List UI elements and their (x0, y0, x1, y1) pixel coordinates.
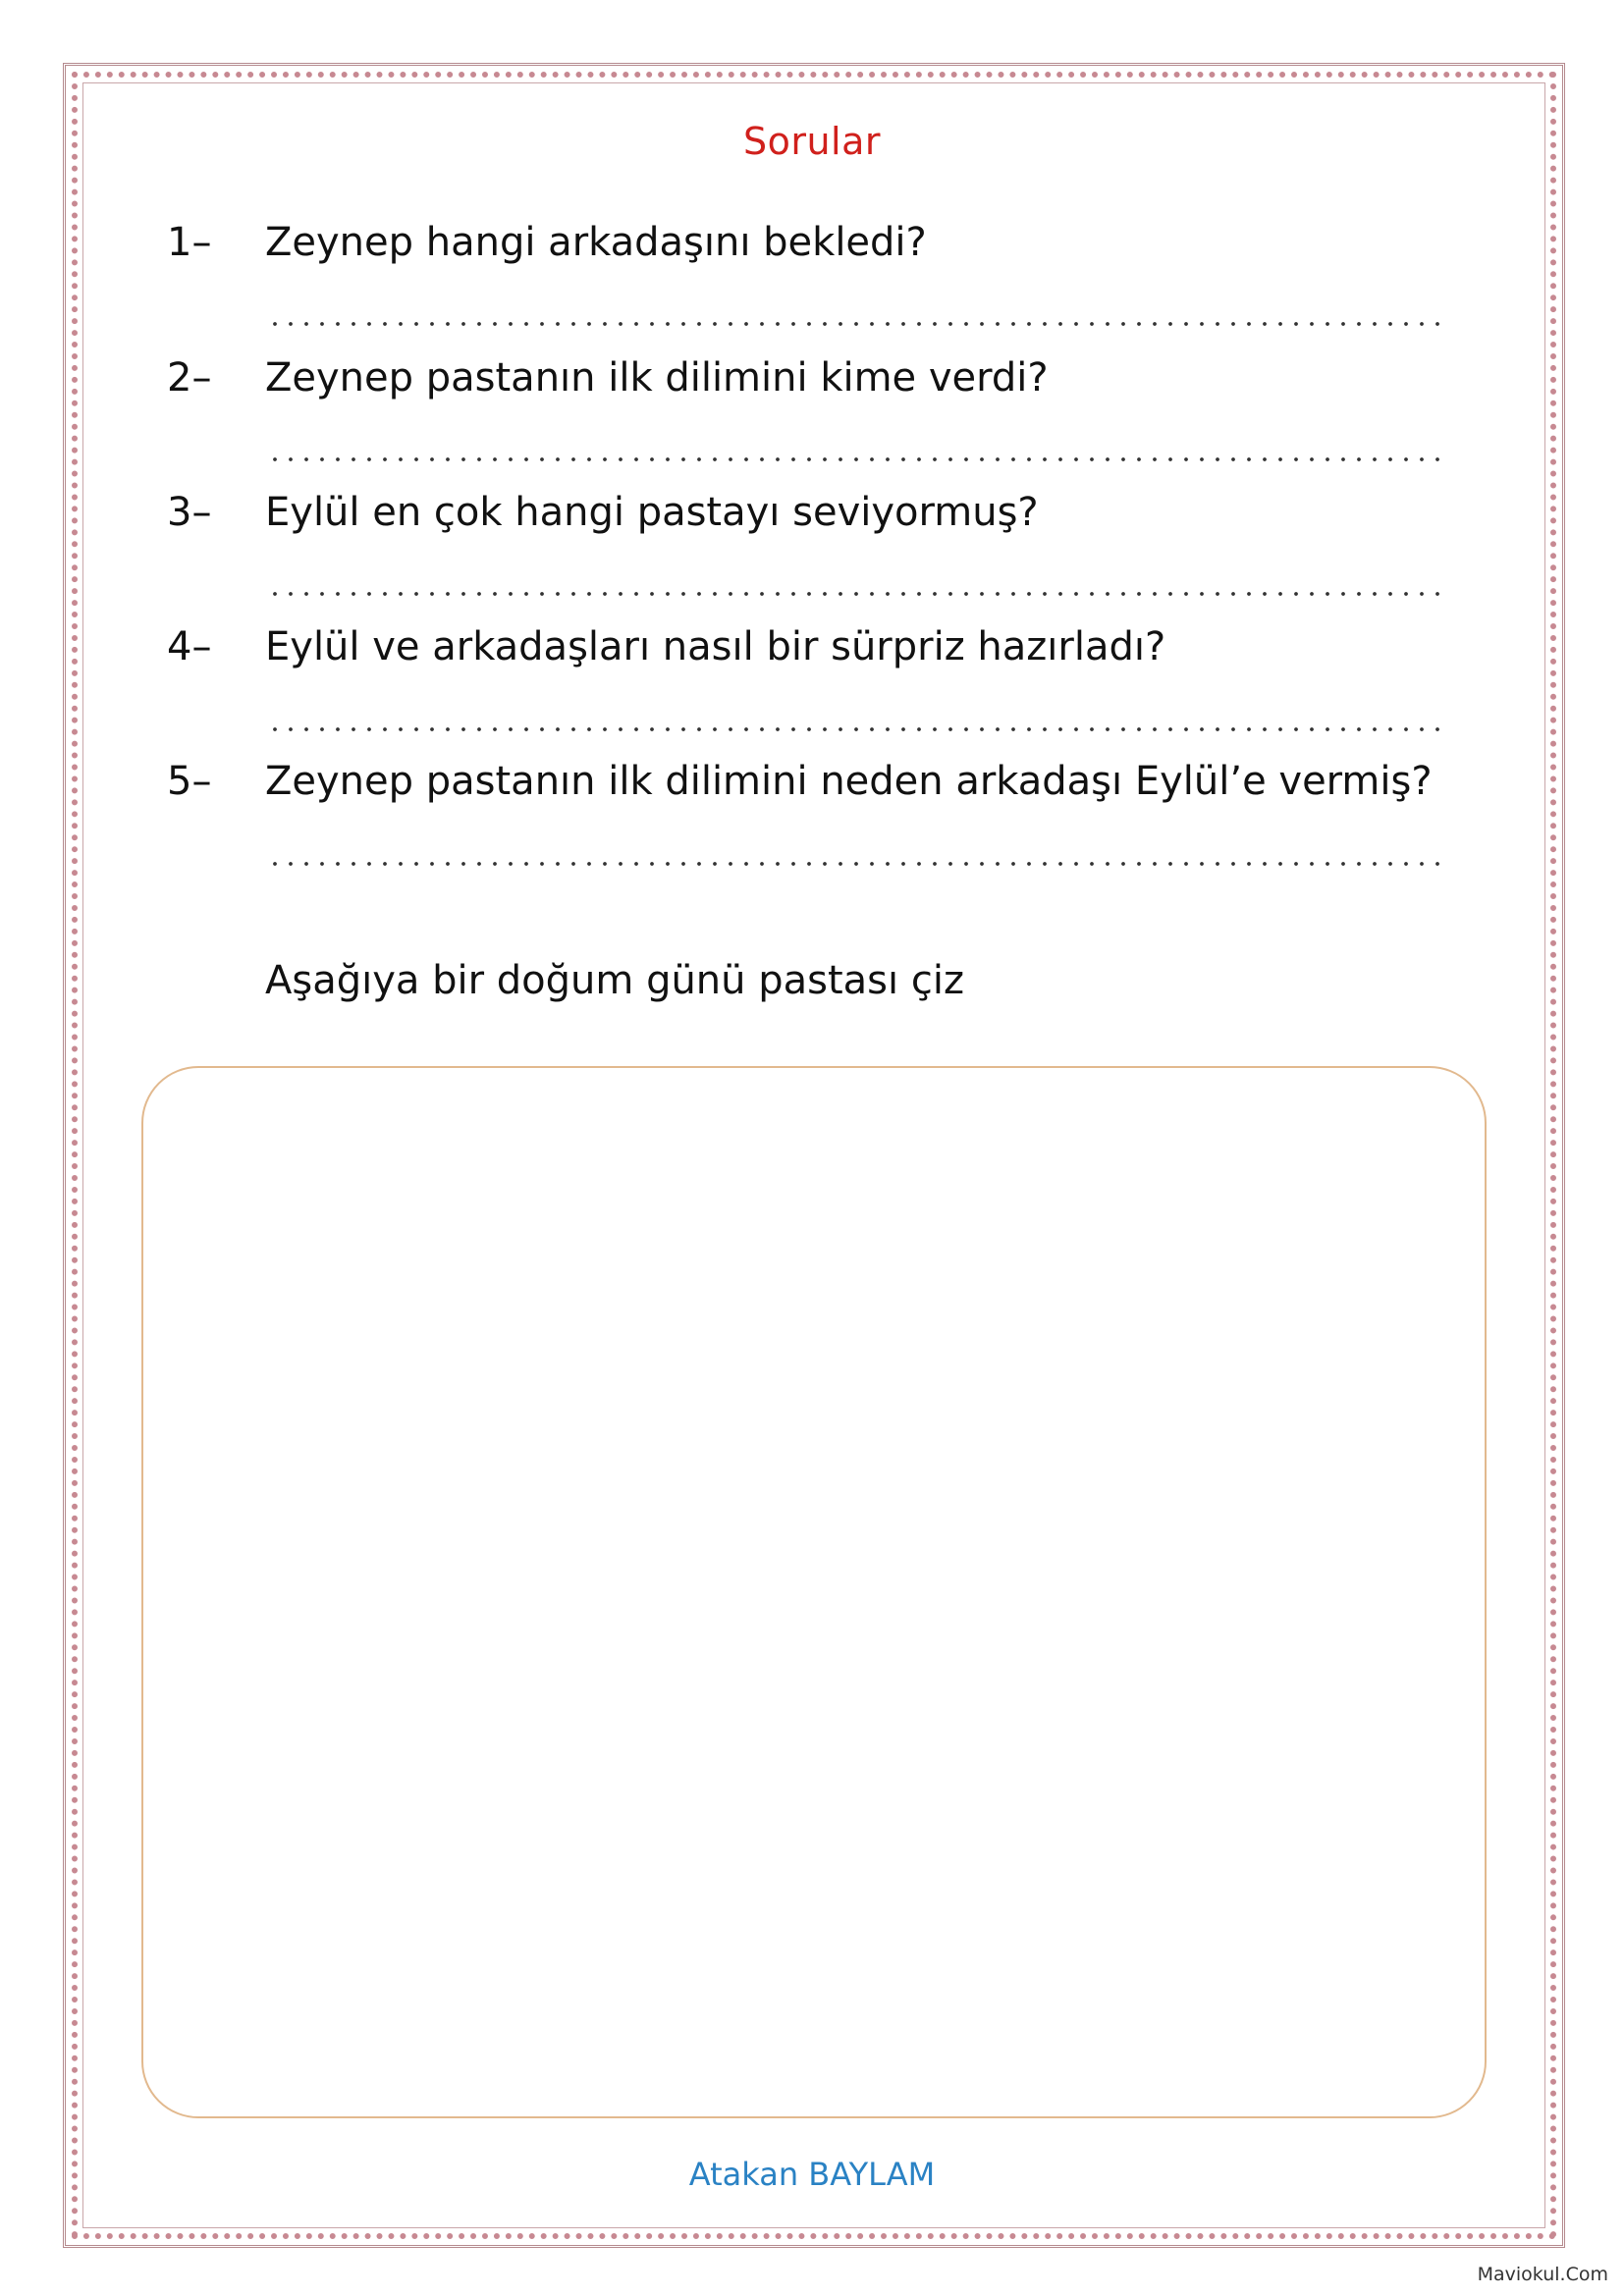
drawing-area[interactable] (141, 1066, 1487, 2118)
question-2-text: Zeynep pastanın ilk dilimini kime verdi? (265, 355, 1049, 400)
answer-line-2[interactable] (267, 456, 1445, 462)
question-1-number: 1– (167, 220, 212, 265)
answer-line-1[interactable] (267, 321, 1445, 327)
answer-line-5[interactable] (267, 861, 1445, 867)
answer-line-3[interactable] (267, 591, 1445, 597)
question-5-number: 5– (167, 759, 212, 804)
question-3-text: Eylül en çok hangi pastayı seviyormuş? (265, 490, 1039, 535)
question-5-text: Zeynep pastanın ilk dilimini neden arkadaşı Eylül’e vermiş? (265, 759, 1433, 804)
site-watermark: Maviokul.Com (1477, 2264, 1608, 2285)
drawing-instruction: Aşağıya bir doğum günü pastası çiz (265, 958, 964, 1003)
question-1-text: Zeynep hangi arkadaşını bekledi? (265, 220, 927, 265)
answer-line-4[interactable] (267, 726, 1445, 732)
question-2-number: 2– (167, 355, 212, 400)
author-name: Atakan BAYLAM (688, 2156, 936, 2193)
question-3-number: 3– (167, 490, 212, 535)
question-4-text: Eylül ve arkadaşları nasıl bir sürpriz hazırladı? (265, 624, 1166, 669)
worksheet-title: Sorular (742, 120, 882, 163)
question-4-number: 4– (167, 624, 212, 669)
